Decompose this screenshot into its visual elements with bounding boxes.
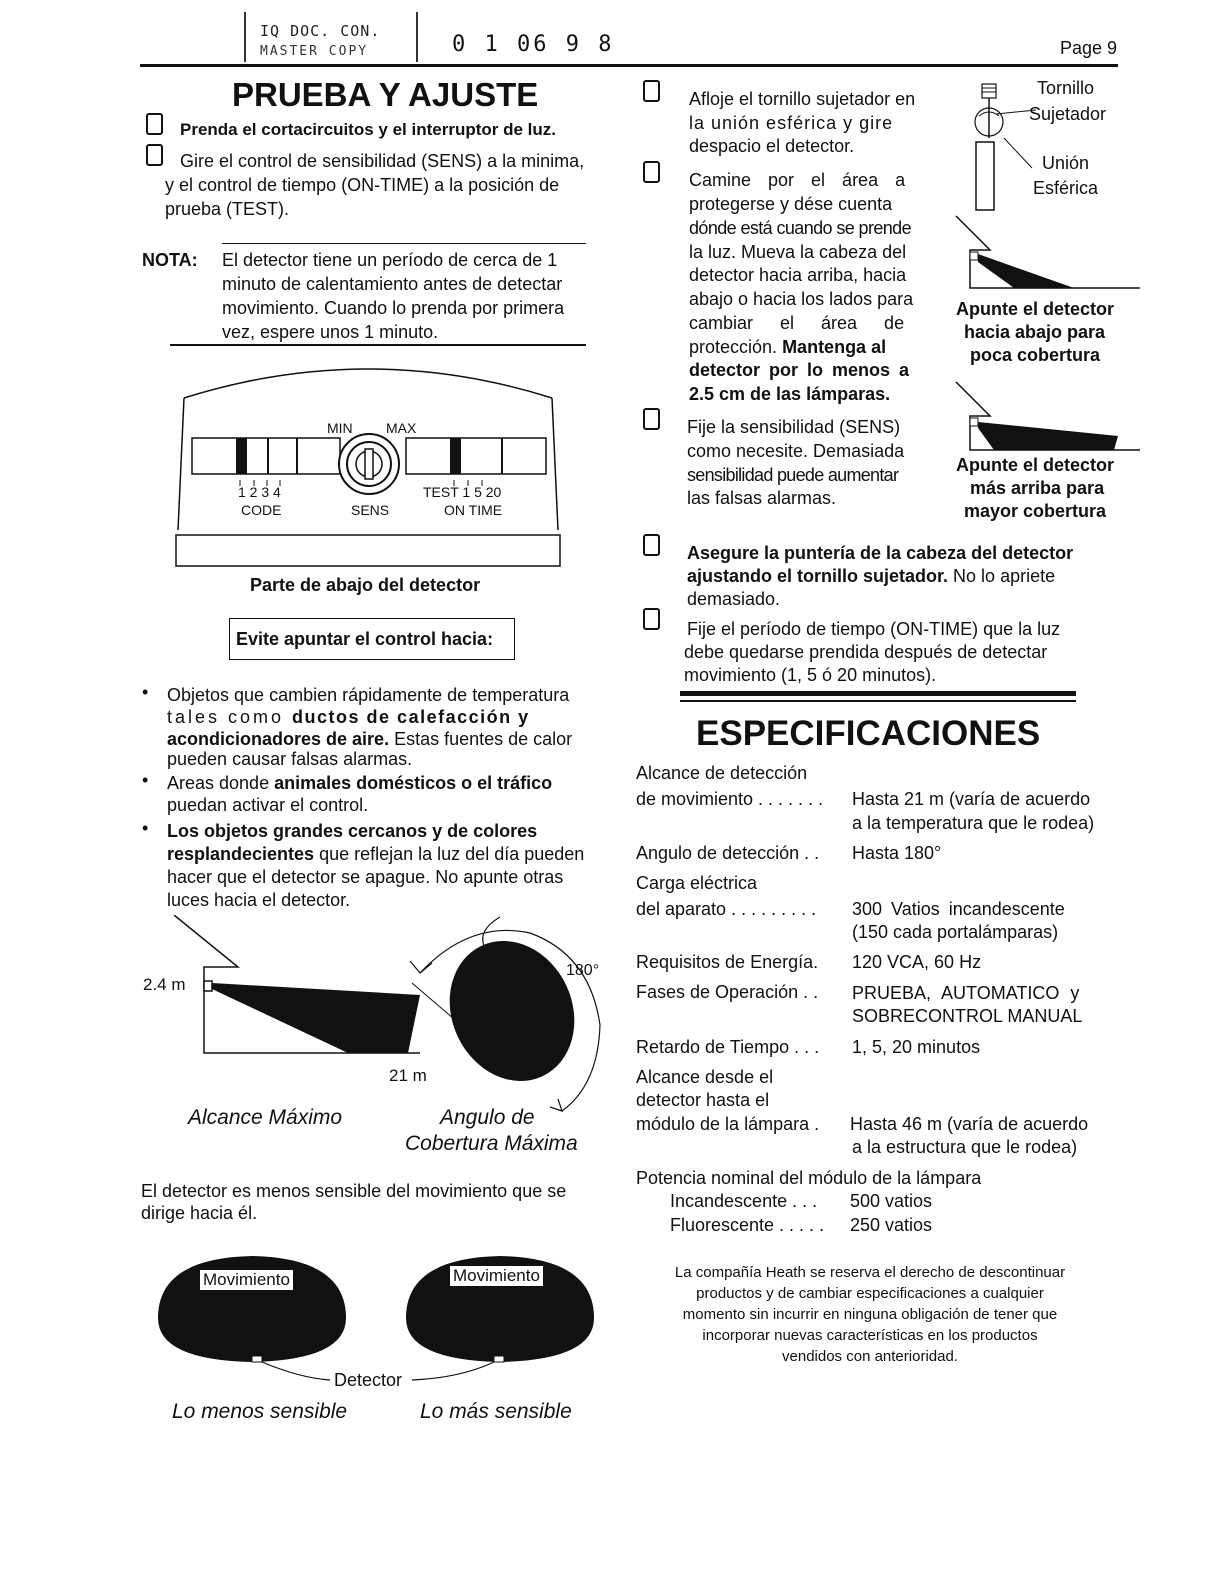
bullet-1-line-1: Objetos que cambien rápidamente de temperatura [167, 685, 570, 705]
doc-number: 0 1 06 9 8 [452, 32, 615, 57]
bullet-2-line-2: puedan activar el control. [167, 795, 369, 815]
spec-r2: Angulo de detección . . [636, 843, 820, 863]
step-5-line-2: como necesite. Demasiada [687, 441, 905, 461]
bullet-2-line-1a: Areas donde [167, 773, 275, 793]
step-4-line-2: protegerse y dése cuenta [689, 194, 893, 214]
range-caption: Alcance Máximo [188, 1106, 343, 1129]
checkbox-step-5 [643, 408, 660, 430]
panel-min-label: MIN [327, 420, 353, 436]
least-sensitive-caption: Lo menos sensible [172, 1400, 348, 1423]
spec-r8b: Fluorescente . . . . . [670, 1215, 825, 1235]
spec-r7a: Alcance desde el [636, 1067, 774, 1087]
spec-r4v: 120 VCA, 60 Hz [852, 952, 982, 972]
spec-r4: Requisitos de Energía. [636, 952, 819, 972]
page-label: Page 9 [1060, 38, 1118, 58]
step-4-line-5: detector hacia arriba, hacia [689, 265, 907, 285]
detector-panel-illustration [170, 352, 566, 570]
spec-r7v1: Hasta 46 m (varía de acuerdo [850, 1114, 1089, 1134]
checkbox-step-6 [643, 534, 660, 556]
step-2-line-1: Gire el control de sensibilidad (SENS) a la minima, [180, 151, 585, 171]
panel-sens-label: SENS [351, 502, 390, 518]
aim-down-line-2: hacia abajo para [964, 322, 1106, 342]
spec-r1a: Alcance de detección [636, 763, 808, 783]
step-1-text: Prenda el cortacircuitos y el interruptor de luz. [180, 120, 556, 139]
step-6-line-2a: ajustando el tornillo sujetador. [687, 566, 949, 586]
aim-up-line-2: más arriba para [970, 478, 1105, 498]
bullet-3-line-4: luces hacia el detector. [167, 890, 351, 910]
nota-rule-bottom [170, 344, 586, 346]
bullet-1-line-2 [167, 706, 613, 729]
step-4-line-1: Camine por el área a [689, 170, 906, 190]
step-6-line-2b: No lo apriete [948, 566, 1056, 586]
step-2-line-3: prueba (TEST). [165, 199, 290, 219]
bullet-1-line-3b: Estas fuentes de calor [389, 729, 573, 749]
panel-ontime-label: ON TIME [444, 502, 503, 518]
bullet-1-line-2b: ductos de calefacción y [292, 707, 530, 727]
step-4-line-6: abajo o hacia los lados para [689, 289, 914, 309]
aim-down-illustration [954, 214, 1144, 296]
spec-r1v1: Hasta 21 m (varía de acuerdo [852, 789, 1091, 809]
panel-max-label: MAX [386, 420, 417, 436]
stamp-line-1: IQ DOC. CON. [260, 22, 381, 40]
most-sensitive-caption: Lo más sensible [420, 1400, 572, 1423]
panel-code-label: CODE [241, 502, 282, 518]
disclaimer-line-4: incorporar nuevas características en los productos [702, 1327, 1038, 1344]
bullet-3-line-1: Los objetos grandes cercanos y de colores [167, 821, 538, 841]
panel-test-numbers: TEST 1 5 20 [423, 484, 502, 500]
bullet-dot-3: • [142, 818, 149, 838]
step-4-line-8 [689, 336, 886, 359]
disclaimer-line-5: vendidos con anterioridad. [782, 1348, 958, 1365]
range-distance-label: 21 m [389, 1066, 427, 1085]
step-4-line-9: detector por lo menos a [689, 360, 910, 380]
checkbox-step-7 [643, 608, 660, 630]
checkbox-step-2 [146, 144, 163, 166]
step-4-line-8b: Mantenga al [782, 337, 887, 357]
aim-up-line-1: Apunte el detector [956, 455, 1115, 475]
spec-r5: Fases de Operación . . [636, 982, 819, 1002]
angle-caption-1: Angulo de [440, 1106, 535, 1129]
bullet-1-line-2a: tales como [167, 707, 293, 727]
nota-line-2: minuto de calentamiento antes de detectar [222, 274, 563, 294]
header-rule [140, 64, 1118, 67]
motion-label-1: Movimiento [200, 1270, 293, 1290]
checkbox-step-4 [643, 161, 660, 183]
step-4-line-10: 2.5 cm de las lámparas. [689, 384, 891, 404]
nota-label: NOTA: [142, 250, 198, 270]
doc-stamp [244, 12, 418, 62]
sensitivity-note-line-1: El detector es menos sensible del movimiento que se [141, 1181, 567, 1201]
spec-r1v2: a la temperatura que le rodea) [852, 813, 1095, 833]
step-3-line-3: despacio el detector. [689, 136, 855, 156]
checkbox-step-1 [146, 113, 163, 135]
spec-r3v1: 300 Vatios incandescente [852, 899, 1065, 919]
motion-label-2: Movimiento [450, 1266, 543, 1286]
spec-r8bv: 250 vatios [850, 1215, 933, 1235]
screw-label-2: Sujetador [1029, 104, 1107, 124]
bullet-3-line-2b: que reflejan la luz del día pueden [314, 844, 585, 864]
angle-degree-label: 180° [566, 962, 600, 979]
checkbox-step-3 [643, 80, 660, 102]
screw-label-1: Tornillo [1037, 78, 1095, 98]
panel-code-numbers: 1 2 3 4 [238, 484, 281, 500]
spec-r8av: 500 vatios [850, 1191, 933, 1211]
step-4-line-7: cambiar el área de [689, 313, 905, 333]
step-3-line-1: Afloje el tornillo sujetador en [689, 89, 916, 109]
joint-label-2: Esférica [1033, 178, 1099, 198]
screw-joint-illustration [962, 78, 1042, 214]
nota-line-3: movimiento. Cuando lo prenda por primera [222, 298, 565, 318]
spec-r6: Retardo de Tiempo . . . [636, 1037, 820, 1057]
step-6-line-1: Asegure la puntería de la cabeza del detector [687, 543, 1074, 563]
section-title-test: PRUEBA Y AJUSTE [232, 76, 539, 113]
spec-r8: Potencia nominal del módulo de la lámpara [636, 1168, 982, 1188]
spec-r6v: 1, 5, 20 minutos [852, 1037, 981, 1057]
step-7-line-2: debe quedarse prendida después de detectar [684, 642, 1048, 662]
bullet-1-line-3a: acondicionadores de aire. [167, 729, 390, 749]
bullet-dot-2: • [142, 770, 149, 790]
disclaimer [630, 1262, 1110, 1367]
spec-rule-thick [680, 691, 1076, 696]
bullet-3-line-2 [167, 843, 584, 866]
spec-rule-thin [680, 700, 1076, 702]
step-3-line-2: la unión esférica y gire [689, 113, 894, 133]
step-5-line-3: sensibilidad puede aumentar [687, 465, 899, 485]
spec-r8a: Incandescente . . . [670, 1191, 818, 1211]
range-height-label: 2.4 m [143, 975, 186, 994]
joint-label-1: Unión [1042, 153, 1090, 173]
spec-r3b: del aparato . . . . . . . . . [636, 899, 817, 919]
avoid-box: Evite apuntar el control hacia: [229, 618, 515, 660]
disclaimer-line-2: productos y de cambiar especificaciones a cualquier [696, 1285, 1044, 1302]
step-7-line-3: movimiento (1, 5 ó 20 minutos). [684, 665, 937, 685]
step-5-line-4: las falsas alarmas. [687, 488, 837, 508]
bullet-1-line-4: pueden causar falsas alarmas. [167, 749, 413, 769]
section-title-specs: ESPECIFICACIONES [696, 714, 1041, 753]
panel-caption: Parte de abajo del detector [250, 575, 481, 595]
step-5-line-1: Fije la sensibilidad (SENS) [687, 417, 901, 437]
disclaimer-line-3: momento sin incurrir en ninguna obligación de tener que [682, 1306, 1058, 1323]
nota-line-1: El detector tiene un período de cerca de 1 [222, 250, 558, 270]
aim-down-line-1: Apunte el detector [956, 299, 1115, 319]
aim-up-line-3: mayor cobertura [964, 501, 1107, 521]
step-4-line-8a: protección. [689, 337, 783, 357]
spec-r5v1: PRUEBA, AUTOMATICO y [852, 983, 1080, 1003]
bullet-dot-1: • [142, 682, 149, 702]
spec-r7v2: a la estructura que le rodea) [852, 1137, 1078, 1157]
stamp-line-2: MASTER COPY [260, 44, 369, 59]
step-7-line-1: Fije el período de tiempo (ON-TIME) que la luz [687, 619, 1061, 639]
spec-r3a: Carga eléctrica [636, 873, 758, 893]
step-4-line-3: dónde está cuando se prende [689, 218, 911, 238]
angle-caption-2: Cobertura Máxima [405, 1132, 578, 1155]
spec-r7b: detector hasta el [636, 1090, 770, 1110]
spec-r3v2: (150 cada portalámparas) [852, 922, 1059, 942]
spec-r2v: Hasta 180° [852, 843, 942, 863]
spec-r7c: módulo de la lámpara . [636, 1114, 820, 1134]
bullet-2-line-1b: animales domésticos o el tráfico [274, 773, 553, 793]
step-2-line-2: y el control de tiempo (ON-TIME) a la posición de [165, 175, 560, 195]
aim-up-illustration [954, 380, 1144, 458]
step-6-line-2 [687, 565, 1055, 588]
bullet-2-line-1 [167, 772, 552, 795]
step-6-line-3: demasiado. [687, 589, 781, 609]
spec-r5v2: SOBRECONTROL MANUAL [852, 1006, 1083, 1026]
spec-r1b: de movimiento . . . . . . . [636, 789, 824, 809]
step-4-line-4: la luz. Mueva la cabeza del [689, 242, 907, 262]
bullet-3-line-3: hacer que el detector se apague. No apunte otras [167, 867, 564, 887]
disclaimer-line-1: La compañía Heath se reserva el derecho de descontinuar [674, 1264, 1066, 1281]
nota-rule-top [222, 243, 586, 244]
detector-label: Detector [334, 1370, 403, 1390]
sensitivity-note-line-2: dirige hacia él. [141, 1203, 258, 1223]
aim-down-line-3: poca cobertura [970, 345, 1101, 365]
nota-line-4: vez, espere unos 1 minuto. [222, 322, 439, 342]
bullet-3-line-2a: resplandecientes [167, 844, 315, 864]
